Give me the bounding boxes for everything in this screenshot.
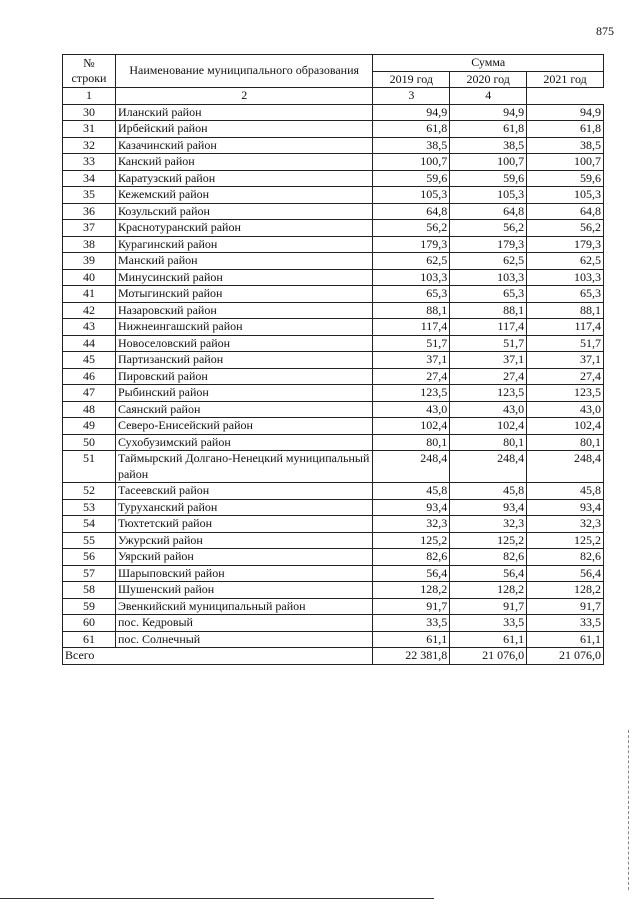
table-row — [63, 104, 604, 121]
row-number: 53 — [63, 499, 116, 516]
value-2019: 179,3 — [373, 236, 450, 253]
municipality-name: Ужурский район — [115, 532, 372, 549]
value-2020: 123,5 — [450, 385, 527, 402]
value-2019: 103,3 — [373, 269, 450, 286]
value-2020: 59,6 — [450, 170, 527, 187]
value-2020: 117,4 — [450, 319, 527, 336]
value-2021: 179,3 — [527, 236, 604, 253]
header-sum: Сумма — [373, 55, 604, 72]
value-2021: 32,3 — [527, 516, 604, 533]
row-number: 37 — [63, 220, 116, 237]
table-row — [63, 187, 604, 204]
value-2021: 102,4 — [527, 418, 604, 435]
value-2020: 51,7 — [450, 335, 527, 352]
value-2019: 88,1 — [373, 302, 450, 319]
value-2021: 56,4 — [527, 565, 604, 582]
municipality-name: Тюхтетский район — [115, 516, 372, 533]
municipality-name: Партизанский район — [115, 352, 372, 369]
value-2021: 82,6 — [527, 549, 604, 566]
value-2020: 64,8 — [450, 203, 527, 220]
value-2020: 91,7 — [450, 598, 527, 615]
municipality-name: Кежемский район — [115, 187, 372, 204]
value-2020: 80,1 — [450, 434, 527, 451]
column-number-3: 3 — [373, 88, 450, 105]
value-2020: 37,1 — [450, 352, 527, 369]
row-number: 50 — [63, 434, 116, 451]
value-2021: 123,5 — [527, 385, 604, 402]
total-2021: 21 076,0 — [527, 648, 604, 665]
value-2020: 32,3 — [450, 516, 527, 533]
value-2019: 43,0 — [373, 401, 450, 418]
row-number: 55 — [63, 532, 116, 549]
municipality-name: Казачинский район — [115, 137, 372, 154]
municipality-name: Туруханский район — [115, 499, 372, 516]
subsidy-table — [62, 54, 604, 665]
table-row — [63, 368, 604, 385]
municipality-name: пос. Кедровый — [115, 615, 372, 632]
row-number: 56 — [63, 549, 116, 566]
row-number: 51 — [63, 451, 116, 483]
value-2019: 91,7 — [373, 598, 450, 615]
value-2021: 117,4 — [527, 319, 604, 336]
municipality-name: Уярский район — [115, 549, 372, 566]
row-number: 31 — [63, 121, 116, 138]
value-2020: 88,1 — [450, 302, 527, 319]
header-year-2020: 2020 год — [450, 71, 527, 88]
table-body — [63, 104, 604, 648]
table-row — [63, 434, 604, 451]
row-number: 38 — [63, 236, 116, 253]
table-row — [63, 286, 604, 303]
row-number: 34 — [63, 170, 116, 187]
value-2021: 38,5 — [527, 137, 604, 154]
municipality-name: Шарыповский район — [115, 565, 372, 582]
value-2021: 43,0 — [527, 401, 604, 418]
value-2021: 125,2 — [527, 532, 604, 549]
total-2020: 21 076,0 — [450, 648, 527, 665]
value-2019: 45,8 — [373, 483, 450, 500]
table-row — [63, 582, 604, 599]
value-2019: 94,9 — [373, 104, 450, 121]
value-2020: 65,3 — [450, 286, 527, 303]
table-row — [63, 137, 604, 154]
total-label: Всего — [63, 648, 373, 665]
row-number: 58 — [63, 582, 116, 599]
row-number: 52 — [63, 483, 116, 500]
table-row — [63, 631, 604, 648]
value-2021: 37,1 — [527, 352, 604, 369]
value-2020: 62,5 — [450, 253, 527, 270]
row-number: 59 — [63, 598, 116, 615]
row-number: 42 — [63, 302, 116, 319]
value-2019: 51,7 — [373, 335, 450, 352]
table-row — [63, 418, 604, 435]
value-2019: 32,3 — [373, 516, 450, 533]
municipality-name: Эвенкийский муниципальный район — [115, 598, 372, 615]
value-2019: 105,3 — [373, 187, 450, 204]
municipality-name: Новоселовский район — [115, 335, 372, 352]
row-number: 54 — [63, 516, 116, 533]
value-2021: 27,4 — [527, 368, 604, 385]
value-2019: 80,1 — [373, 434, 450, 451]
table-row — [63, 516, 604, 533]
table-row — [63, 253, 604, 270]
row-number: 46 — [63, 368, 116, 385]
table-row — [63, 385, 604, 402]
municipality-name: Ирбейский район — [115, 121, 372, 138]
municipality-name: Саянский район — [115, 401, 372, 418]
row-number: 41 — [63, 286, 116, 303]
table-row — [63, 401, 604, 418]
municipality-name: Козульский район — [115, 203, 372, 220]
table-row — [63, 302, 604, 319]
header-year-2021: 2021 год — [527, 71, 604, 88]
value-2019: 56,2 — [373, 220, 450, 237]
value-2020: 248,4 — [450, 451, 527, 483]
row-number: 60 — [63, 615, 116, 632]
row-number: 30 — [63, 104, 116, 121]
value-2021: 33,5 — [527, 615, 604, 632]
municipality-name: Канский район — [115, 154, 372, 171]
value-2020: 82,6 — [450, 549, 527, 566]
table-row — [63, 615, 604, 632]
municipality-name: Мотыгинский район — [115, 286, 372, 303]
total-2019: 22 381,8 — [373, 648, 450, 665]
column-number-1: 1 — [63, 88, 116, 105]
value-2019: 102,4 — [373, 418, 450, 435]
value-2020: 43,0 — [450, 401, 527, 418]
table-row — [63, 319, 604, 336]
header-name: Наименование муниципального образования — [115, 55, 372, 88]
value-2020: 93,4 — [450, 499, 527, 516]
row-number: 39 — [63, 253, 116, 270]
municipality-name: Курагинский район — [115, 236, 372, 253]
value-2019: 61,1 — [373, 631, 450, 648]
value-2021: 56,2 — [527, 220, 604, 237]
column-number-4: 4 — [450, 88, 527, 105]
row-number: 32 — [63, 137, 116, 154]
value-2021: 128,2 — [527, 582, 604, 599]
municipality-name: Манский район — [115, 253, 372, 270]
table-row — [63, 220, 604, 237]
value-2019: 128,2 — [373, 582, 450, 599]
table-row — [63, 269, 604, 286]
municipality-name: Краснотуранский район — [115, 220, 372, 237]
municipality-name: Каратузский район — [115, 170, 372, 187]
value-2020: 105,3 — [450, 187, 527, 204]
value-2020: 33,5 — [450, 615, 527, 632]
value-2019: 82,6 — [373, 549, 450, 566]
value-2019: 123,5 — [373, 385, 450, 402]
value-2019: 61,8 — [373, 121, 450, 138]
municipality-name: пос. Солнечный — [115, 631, 372, 648]
row-number: 47 — [63, 385, 116, 402]
table-footer — [63, 648, 604, 665]
value-2020: 100,7 — [450, 154, 527, 171]
table-row — [63, 154, 604, 171]
table-row — [63, 121, 604, 138]
municipality-name: Северо-Енисейский район — [115, 418, 372, 435]
value-2019: 59,6 — [373, 170, 450, 187]
value-2021: 61,1 — [527, 631, 604, 648]
value-2019: 56,4 — [373, 565, 450, 582]
municipality-name: Рыбинский район — [115, 385, 372, 402]
municipality-name: Шушенский район — [115, 582, 372, 599]
table-row — [63, 483, 604, 500]
row-number: 36 — [63, 203, 116, 220]
table-row — [63, 451, 604, 483]
value-2021: 62,5 — [527, 253, 604, 270]
value-2019: 64,8 — [373, 203, 450, 220]
table-row — [63, 565, 604, 582]
value-2021: 51,7 — [527, 335, 604, 352]
value-2021: 248,4 — [527, 451, 604, 483]
municipality-name: Таймырский Долгано-Ненецкий муниципальный район — [115, 451, 372, 483]
scan-edge-mark — [628, 730, 629, 890]
value-2021: 65,3 — [527, 286, 604, 303]
row-number: 40 — [63, 269, 116, 286]
value-2020: 61,1 — [450, 631, 527, 648]
page-number: 875 — [596, 24, 614, 38]
value-2019: 100,7 — [373, 154, 450, 171]
row-number: 49 — [63, 418, 116, 435]
value-2021: 45,8 — [527, 483, 604, 500]
table-header — [63, 55, 604, 105]
row-number: 33 — [63, 154, 116, 171]
column-number-2: 2 — [115, 88, 372, 105]
value-2020: 128,2 — [450, 582, 527, 599]
value-2019: 37,1 — [373, 352, 450, 369]
table-row — [63, 335, 604, 352]
table-row — [63, 203, 604, 220]
row-number: 35 — [63, 187, 116, 204]
row-number: 57 — [63, 565, 116, 582]
value-2021: 93,4 — [527, 499, 604, 516]
municipality-name: Нижнеингашский район — [115, 319, 372, 336]
value-2021: 64,8 — [527, 203, 604, 220]
table-row — [63, 532, 604, 549]
value-2021: 59,6 — [527, 170, 604, 187]
value-2020: 103,3 — [450, 269, 527, 286]
value-2021: 61,8 — [527, 121, 604, 138]
row-number: 43 — [63, 319, 116, 336]
value-2020: 27,4 — [450, 368, 527, 385]
table-row — [63, 598, 604, 615]
value-2020: 38,5 — [450, 137, 527, 154]
value-2021: 80,1 — [527, 434, 604, 451]
value-2019: 125,2 — [373, 532, 450, 549]
header-row-number: № строки — [63, 55, 116, 88]
municipality-name: Пировский район — [115, 368, 372, 385]
table-row — [63, 236, 604, 253]
table-row — [63, 549, 604, 566]
value-2019: 117,4 — [373, 319, 450, 336]
value-2021: 91,7 — [527, 598, 604, 615]
value-2019: 248,4 — [373, 451, 450, 483]
value-2020: 56,2 — [450, 220, 527, 237]
value-2020: 94,9 — [450, 104, 527, 121]
row-number: 61 — [63, 631, 116, 648]
value-2020: 179,3 — [450, 236, 527, 253]
value-2019: 33,5 — [373, 615, 450, 632]
value-2021: 88,1 — [527, 302, 604, 319]
value-2020: 61,8 — [450, 121, 527, 138]
municipality-name: Минусинский район — [115, 269, 372, 286]
municipality-name: Назаровский район — [115, 302, 372, 319]
value-2019: 38,5 — [373, 137, 450, 154]
header-year-2019: 2019 год — [373, 71, 450, 88]
table-row — [63, 499, 604, 516]
row-number: 48 — [63, 401, 116, 418]
value-2019: 93,4 — [373, 499, 450, 516]
value-2021: 94,9 — [527, 104, 604, 121]
bottom-rule — [0, 898, 434, 899]
row-number: 45 — [63, 352, 116, 369]
value-2019: 27,4 — [373, 368, 450, 385]
municipality-name: Тасеевский район — [115, 483, 372, 500]
value-2020: 102,4 — [450, 418, 527, 435]
municipality-name: Иланский район — [115, 104, 372, 121]
value-2020: 45,8 — [450, 483, 527, 500]
value-2021: 105,3 — [527, 187, 604, 204]
municipality-name: Сухобузимский район — [115, 434, 372, 451]
table-row — [63, 170, 604, 187]
value-2019: 62,5 — [373, 253, 450, 270]
value-2020: 125,2 — [450, 532, 527, 549]
row-number: 44 — [63, 335, 116, 352]
total-row — [63, 648, 604, 665]
table-row — [63, 352, 604, 369]
value-2019: 65,3 — [373, 286, 450, 303]
value-2021: 103,3 — [527, 269, 604, 286]
value-2021: 100,7 — [527, 154, 604, 171]
value-2020: 56,4 — [450, 565, 527, 582]
